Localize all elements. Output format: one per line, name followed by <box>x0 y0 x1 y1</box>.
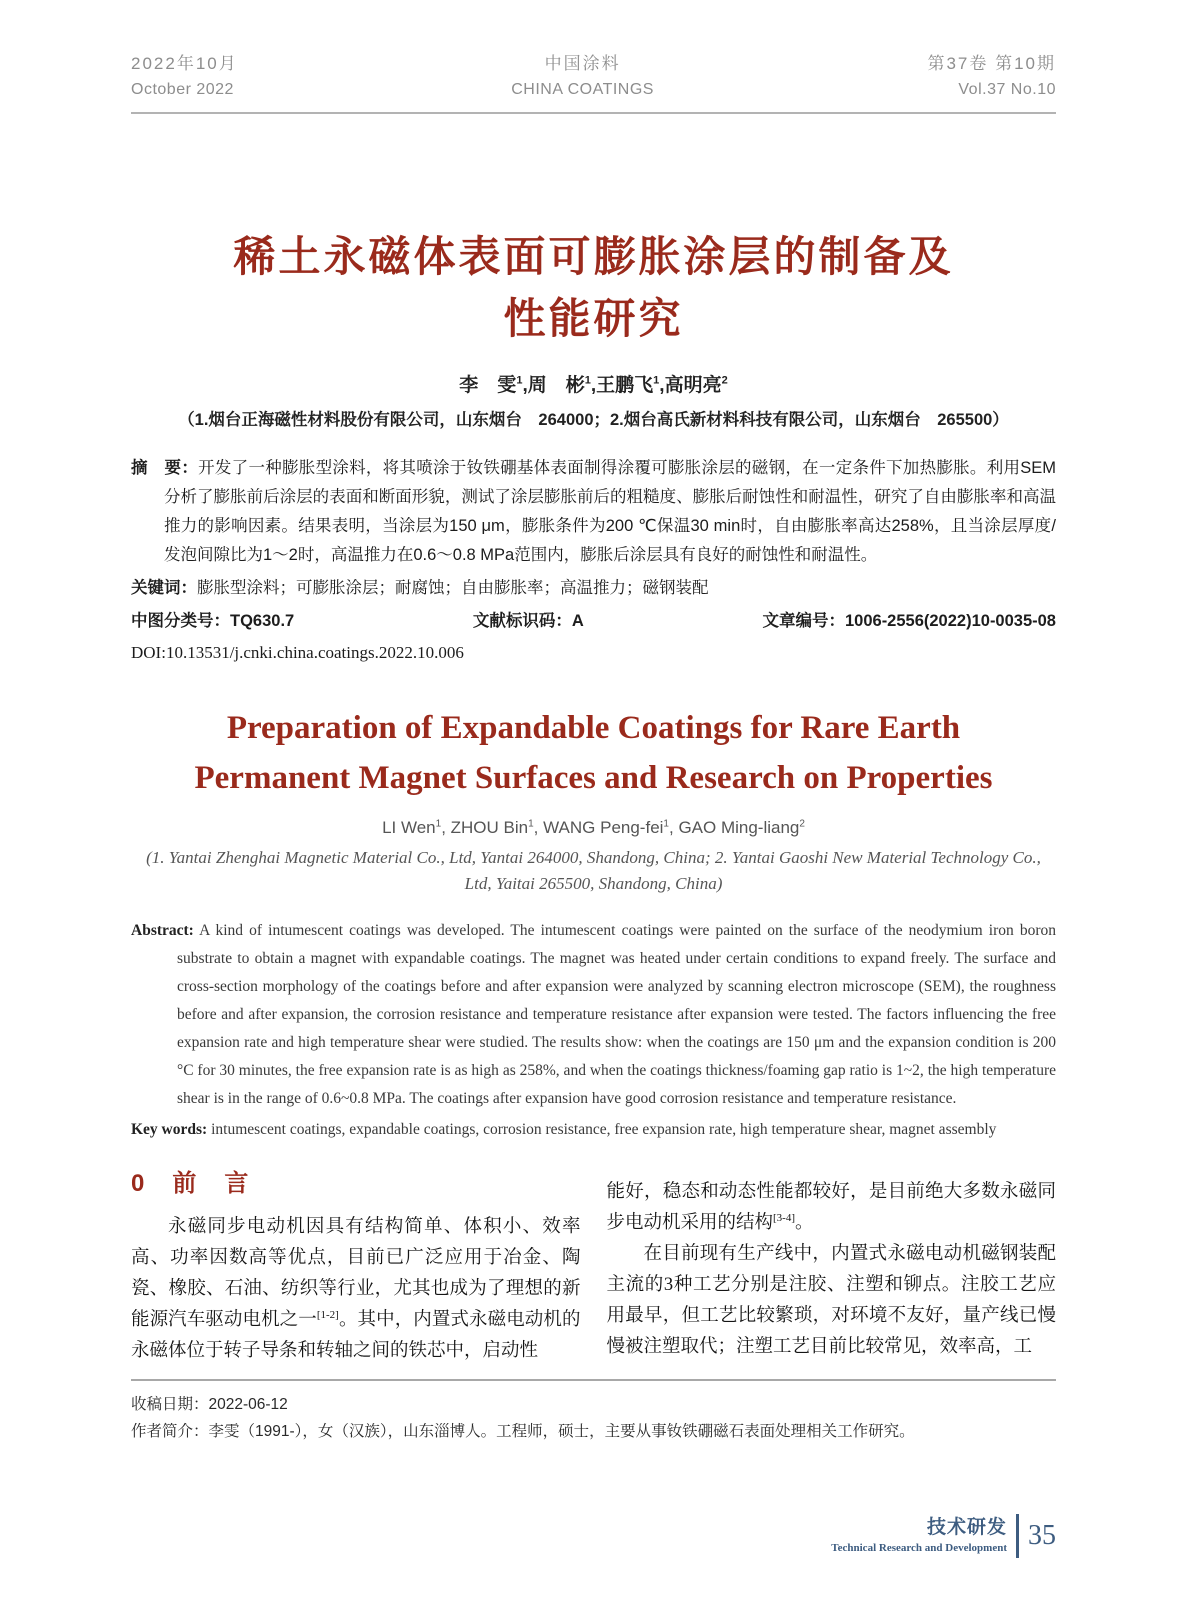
received-date-note: 收稿日期：2022-06-12 <box>131 1395 288 1413</box>
author-cn: 李 雯$^1$, <box>459 374 528 396</box>
abstract-en <box>131 917 1056 1113</box>
author-separator: , <box>659 374 665 396</box>
keywords-cn <box>131 574 1056 603</box>
author-affiliation-ref: 1 <box>663 818 669 830</box>
header-journal-name <box>511 54 654 99</box>
author-separator: , <box>522 374 528 396</box>
body-column-right <box>607 1166 1057 1367</box>
author-separator: , <box>533 817 544 837</box>
page-footer <box>831 1514 1056 1558</box>
author-cn: 王鹏飞$^1$, <box>596 374 665 396</box>
citation-ref: [1-2] <box>316 1308 339 1321</box>
article-title-cn <box>131 226 1056 350</box>
doi: DOI:10.13531/j.cnki.china.coatings.2022.10.006 <box>131 642 464 662</box>
author-separator: , <box>441 817 451 837</box>
author-en: GAO Ming-liang$^2$ <box>678 817 805 837</box>
article-title-cn-line1: 稀土永磁体表面可膨胀涂层的制备及 <box>233 232 954 280</box>
header-issue-en: Vol.37 No.10 <box>958 80 1056 98</box>
authors-en <box>131 818 1056 838</box>
author-en: LI Wen$^1$, <box>382 817 451 837</box>
document-code: 文献标识码：A <box>472 611 584 630</box>
classification-row <box>131 610 1056 632</box>
author-cn: 周 彬$^1$, <box>527 374 597 396</box>
header-date-cn: 2022年10月 <box>131 54 238 73</box>
article-title-en <box>131 703 1056 803</box>
author-separator: , <box>590 374 597 396</box>
page-number: 35 <box>1028 1520 1056 1551</box>
author-cn: 高明亮$^2$ <box>664 374 728 396</box>
header-issue-cn: 第37卷 第10期 <box>927 54 1056 73</box>
abstract-cn-text: 开发了一种膨胀型涂料，将其喷涂于钕铁硼基体表面制得涂覆可膨胀涂层的磁钢，在一定条件下加热膨胀。利用SEM分析了膨胀前后涂层的表面和断面形貌，测试了涂层膨胀前后的粗糙度、膨胀后耐蚀性和耐温性，研究了自由膨胀率和高温推力的影响因素。结果表明，当涂层为150 μm，膨胀条件为200 ℃保温30 min时，自由膨胀率高达258%，且当涂层厚度/发泡间隙比为1～2时，高温推力在0.6～0.8 MPa范围内，膨胀后涂层具有良好的耐蚀性和耐温性。 <box>164 458 1057 564</box>
author-affiliation-ref: 2 <box>799 818 805 830</box>
author-affiliation-ref: 2 <box>721 374 728 387</box>
header-date <box>131 54 238 99</box>
keywords-cn-label: 关键词： <box>131 578 197 597</box>
abstract-en-label: Abstract: <box>131 921 194 939</box>
affiliation-cn: （1.烟台正海磁性材料股份有限公司，山东烟台 264000；2.烟台高氏新材料科技有限公司，山东烟台 265500） <box>178 410 1009 429</box>
author-affiliation-ref: 1 <box>516 374 523 387</box>
article-id: 文章编号：1006-2556(2022)10-0035-08 <box>762 611 1056 630</box>
article-title-cn-line2: 性能研究 <box>503 294 684 342</box>
authors-cn <box>131 370 1056 397</box>
author-affiliation-ref: 1 <box>584 374 591 387</box>
header-issue <box>927 54 1056 99</box>
author-affiliation-ref: 1 <box>528 818 534 830</box>
author-bio-note: 作者简介：李雯（1991-），女（汉族），山东淄博人。工程师，硕士，主要从事钕铁硼磁石表面处理相关工作研究。 <box>131 1422 915 1440</box>
body-columns <box>131 1166 1056 1367</box>
section-heading-introduction: 0 前 言 <box>131 1169 251 1197</box>
author-affiliation-ref: 1 <box>653 374 660 387</box>
footer-section-label <box>831 1518 1007 1554</box>
body-column-left <box>131 1166 581 1367</box>
author-en: WANG Peng-fei$^1$, <box>543 817 679 837</box>
keywords-en <box>131 1116 1056 1144</box>
journal-name-en: CHINA COATINGS <box>511 80 654 98</box>
header-date-en: October 2022 <box>131 80 234 98</box>
abstract-cn-label: 摘 要： <box>131 458 199 477</box>
author-separator: , <box>668 817 679 837</box>
keywords-cn-text: 膨胀型涂料；可膨胀涂层；耐腐蚀；自由膨胀率；高温推力；磁钢装配 <box>197 578 709 597</box>
body-paragraph: 永磁同步电动机因具有结构简单、体积小、效率高、功率因数高等优点，目前已广泛应用于冶金、陶瓷、橡胶、石油、纺织等行业，尤其也成为了理想的新能源汽车驱动电机之一[1-2]。其中，内置式永磁电动机的永磁体位于转子导条和转轴之间的铁芯中，启动性 <box>131 1216 581 1361</box>
abstract-cn <box>131 454 1056 570</box>
journal-header <box>131 0 1056 114</box>
clc-number: 中图分类号：TQ630.7 <box>131 611 295 630</box>
article-title-en-line1: Preparation of Expandable Coatings for Rare Earth <box>226 709 961 746</box>
author-affiliation-ref: 1 <box>435 818 442 830</box>
abstract-en-text: A kind of intumescent coatings was developed. The intumescent coatings were painted on the surface of the neodymium iron boron substrate to obtain a magnet with expandable coatings. The magnet was heated under certain conditions to expand freely. The surface and cross-section morphology of the coatings before and after expansion were analyzed by scanning electron microscope (SEM), the roughness before and after expansion, the corrosion resistance and temperature resistance after expansion were tested. The factors influencing the free expansion rate and high temperature shear were studied. The results show: when the coatings are 150 μm and the expansion condition is 200 °C for 30 minutes, the free expansion rate is as high as 258%, and when the coatings thickness/foaming gap ratio is 1~2, the high temperature shear is in the range of 0.6~0.8 MPa. The coatings after expansion have good corrosion resistance and temperature resistance. <box>177 921 1056 1107</box>
author-en: ZHOU Bin$^1$, <box>450 817 544 837</box>
keywords-en-text: intumescent coatings, expandable coatings, corrosion resistance, free expansion rate, high temperature shear, magnet assembly <box>211 1120 997 1138</box>
footer-section-en: Technical Research and Development <box>831 1541 1007 1554</box>
article-title-en-line2: Permanent Magnet Surfaces and Research on Properties <box>194 759 993 796</box>
footer-divider-bar <box>1016 1514 1019 1558</box>
footer-section-cn: 技术研发 <box>926 1517 1007 1538</box>
affiliation-en: (1. Yantai Zhenghai Magnetic Material Co., Ltd, Yantai 264000, Shandong, China; 2. Yantai Gaoshi New Material Technology Co., Ltd, Yaitai 265500, Shandong, China) <box>146 847 1041 893</box>
body-paragraph: 能好，稳态和动态性能都较好，是目前绝大多数永磁同步电动机采用的结构[3-4]。 <box>606 1181 1056 1233</box>
body-paragraph: 在目前现有生产线中，内置式永磁电动机磁钢装配主流的3种工艺分别是注胶、注塑和铆点。注胶工艺应用最早，但工艺比较繁琐，对环境不友好，量产线已慢慢被注塑取代；注塑工艺目前比较常见，效率高，工 <box>606 1243 1056 1357</box>
keywords-en-label: Key words: <box>131 1120 208 1138</box>
citation-ref: [3-4] <box>773 1211 796 1224</box>
journal-name-cn: 中国涂料 <box>544 54 621 73</box>
footnotes <box>131 1381 1056 1445</box>
